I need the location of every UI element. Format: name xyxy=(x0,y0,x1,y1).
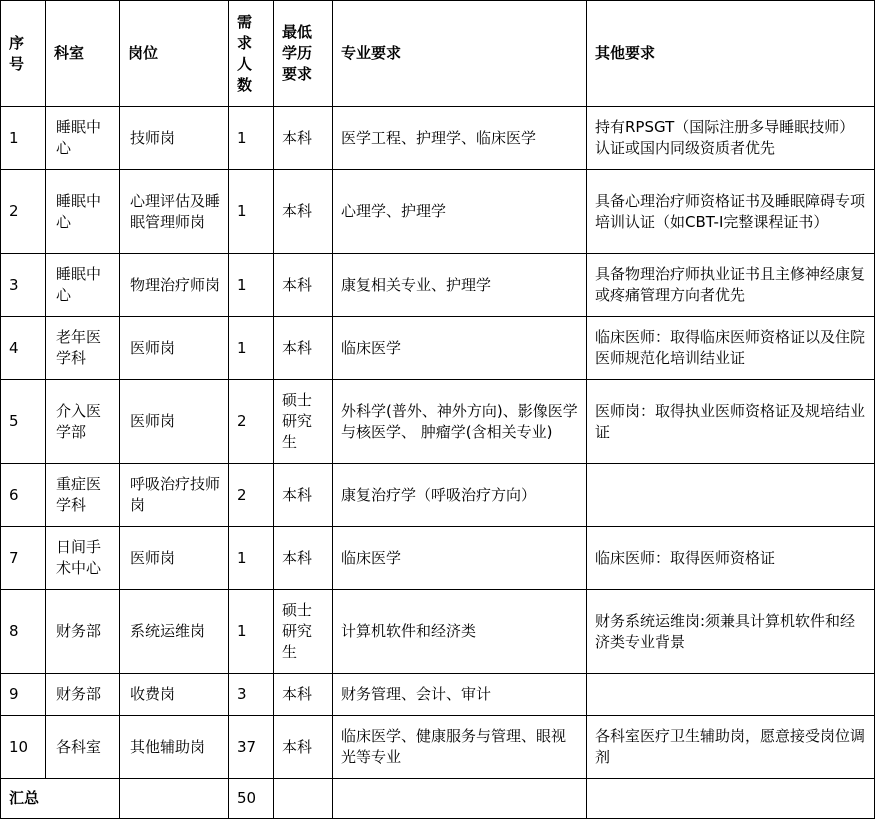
cell-major: 计算机软件和经济类 xyxy=(333,590,587,674)
cell-other: 具备物理治疗师执业证书且主修神经康复或疼痛管理方向者优先 xyxy=(587,254,875,317)
cell-seq: 9 xyxy=(1,674,46,716)
cell-seq: 5 xyxy=(1,380,46,464)
total-row xyxy=(1,779,875,819)
cell-edu: 本科 xyxy=(274,716,333,779)
cell-edu: 硕士研究生 xyxy=(274,380,333,464)
cell-edu: 本科 xyxy=(274,317,333,380)
cell-other: 具备心理治疗师资格证书及睡眠障碍专项培训认证（如CBT-I完整课程证书） xyxy=(587,170,875,254)
cell-other: 临床医师：取得临床医师资格证以及住院医师规范化培训结业证 xyxy=(587,317,875,380)
cell-dept: 老年医学科 xyxy=(46,317,120,380)
total-empty-major xyxy=(333,779,587,819)
cell-edu: 本科 xyxy=(274,254,333,317)
cell-major: 心理学、护理学 xyxy=(333,170,587,254)
table-row xyxy=(1,464,875,527)
cell-post: 技师岗 xyxy=(120,107,229,170)
table-row xyxy=(1,380,875,464)
table-row xyxy=(1,674,875,716)
cell-seq: 4 xyxy=(1,317,46,380)
cell-other xyxy=(587,674,875,716)
cell-edu: 本科 xyxy=(274,527,333,590)
table-row xyxy=(1,527,875,590)
cell-major: 临床医学、健康服务与管理、眼视光等专业 xyxy=(333,716,587,779)
cell-seq: 10 xyxy=(1,716,46,779)
cell-major: 外科学(普外、神外方向)、影像医学与核医学、 肿瘤学(含相关专业) xyxy=(333,380,587,464)
cell-num: 37 xyxy=(229,716,274,779)
cell-major: 康复治疗学（呼吸治疗方向） xyxy=(333,464,587,527)
cell-seq: 8 xyxy=(1,590,46,674)
total-num: 50 xyxy=(229,779,274,819)
cell-other xyxy=(587,464,875,527)
header-post: 岗位 xyxy=(120,1,229,107)
header-row xyxy=(1,1,875,107)
cell-num: 3 xyxy=(229,674,274,716)
cell-num: 2 xyxy=(229,464,274,527)
cell-major: 财务管理、会计、审计 xyxy=(333,674,587,716)
cell-seq: 3 xyxy=(1,254,46,317)
cell-post: 医师岗 xyxy=(120,527,229,590)
table-row xyxy=(1,107,875,170)
cell-edu: 本科 xyxy=(274,107,333,170)
cell-edu: 本科 xyxy=(274,170,333,254)
cell-num: 1 xyxy=(229,317,274,380)
table-row xyxy=(1,716,875,779)
cell-seq: 1 xyxy=(1,107,46,170)
cell-dept: 介入医学部 xyxy=(46,380,120,464)
cell-num: 1 xyxy=(229,590,274,674)
cell-dept: 睡眠中心 xyxy=(46,170,120,254)
cell-other: 医师岗：取得执业医师资格证及规培结业证 xyxy=(587,380,875,464)
table-row xyxy=(1,254,875,317)
header-dept: 科室 xyxy=(46,1,120,107)
cell-edu: 本科 xyxy=(274,464,333,527)
cell-dept: 睡眠中心 xyxy=(46,107,120,170)
total-empty-other xyxy=(587,779,875,819)
header-seq: 序号 xyxy=(1,1,46,107)
cell-major: 临床医学 xyxy=(333,527,587,590)
cell-post: 医师岗 xyxy=(120,380,229,464)
cell-other: 财务系统运维岗:须兼具计算机软件和经济类专业背景 xyxy=(587,590,875,674)
total-empty-edu xyxy=(274,779,333,819)
cell-dept: 财务部 xyxy=(46,674,120,716)
cell-post: 系统运维岗 xyxy=(120,590,229,674)
cell-post: 其他辅助岗 xyxy=(120,716,229,779)
cell-other: 临床医师：取得医师资格证 xyxy=(587,527,875,590)
header-num: 需求人数 xyxy=(229,1,274,107)
total-empty-post xyxy=(120,779,229,819)
cell-dept: 睡眠中心 xyxy=(46,254,120,317)
cell-num: 1 xyxy=(229,254,274,317)
table-row xyxy=(1,317,875,380)
cell-num: 2 xyxy=(229,380,274,464)
cell-major: 临床医学 xyxy=(333,317,587,380)
cell-post: 收费岗 xyxy=(120,674,229,716)
header-major: 专业要求 xyxy=(333,1,587,107)
cell-num: 1 xyxy=(229,527,274,590)
table-row xyxy=(1,170,875,254)
header-edu: 最低学历要求 xyxy=(274,1,333,107)
cell-major: 康复相关专业、护理学 xyxy=(333,254,587,317)
cell-num: 1 xyxy=(229,170,274,254)
cell-other: 各科室医疗卫生辅助岗，愿意接受岗位调剂 xyxy=(587,716,875,779)
cell-dept: 财务部 xyxy=(46,590,120,674)
table-row xyxy=(1,590,875,674)
cell-major: 医学工程、护理学、临床医学 xyxy=(333,107,587,170)
cell-post: 心理评估及睡眠管理师岗 xyxy=(120,170,229,254)
cell-post: 呼吸治疗技师岗 xyxy=(120,464,229,527)
total-label: 汇总 xyxy=(1,779,120,819)
cell-num: 1 xyxy=(229,107,274,170)
cell-post: 物理治疗师岗 xyxy=(120,254,229,317)
cell-dept: 重症医学科 xyxy=(46,464,120,527)
header-other: 其他要求 xyxy=(587,1,875,107)
cell-post: 医师岗 xyxy=(120,317,229,380)
cell-other: 持有RPSGT（国际注册多导睡眠技师）认证或国内同级资质者优先 xyxy=(587,107,875,170)
cell-edu: 本科 xyxy=(274,674,333,716)
cell-dept: 各科室 xyxy=(46,716,120,779)
cell-edu: 硕士研究生 xyxy=(274,590,333,674)
cell-seq: 6 xyxy=(1,464,46,527)
cell-dept: 日间手术中心 xyxy=(46,527,120,590)
cell-seq: 7 xyxy=(1,527,46,590)
cell-seq: 2 xyxy=(1,170,46,254)
